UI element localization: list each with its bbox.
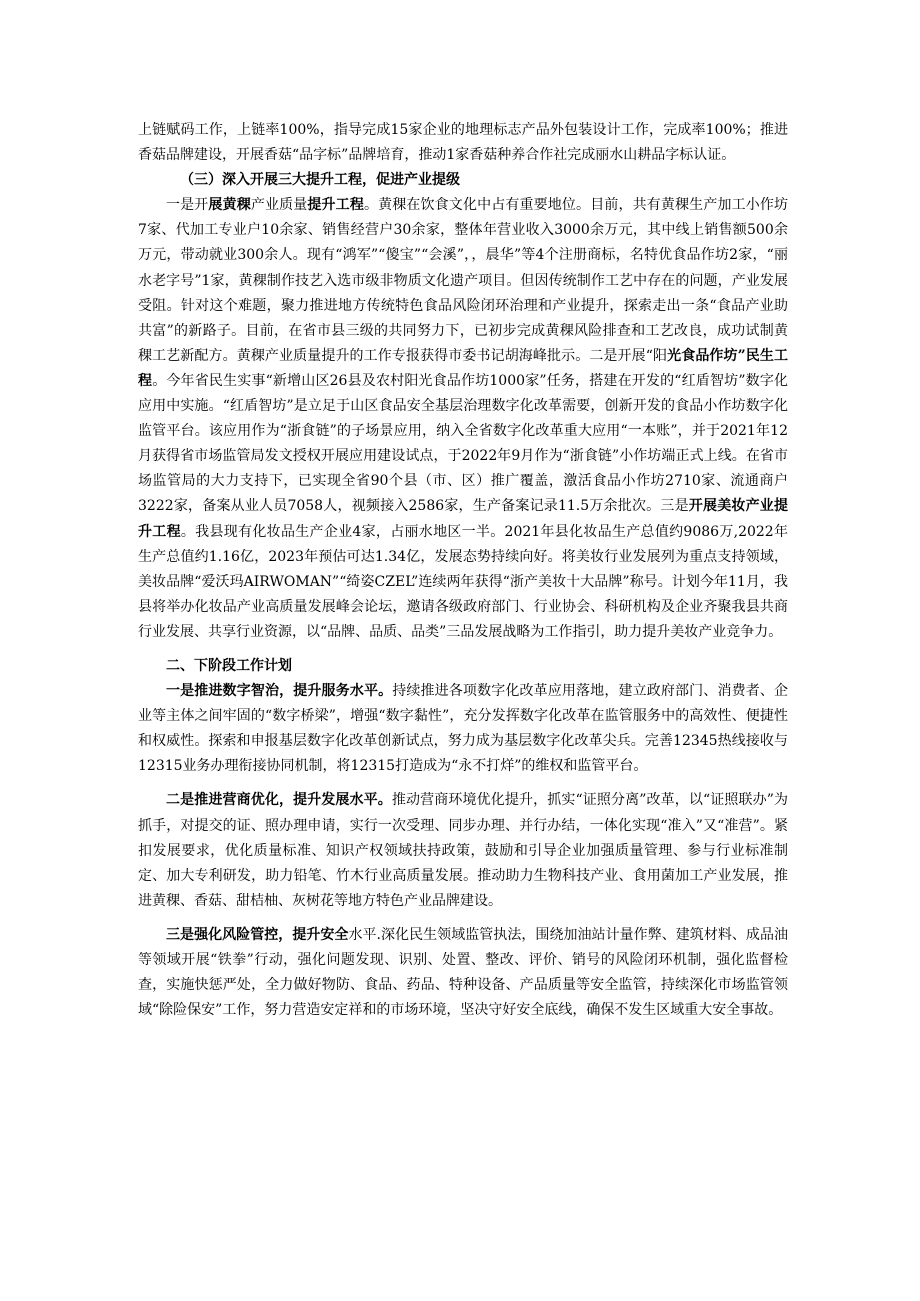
bold-run: 开展美妆产业提升工程 (138, 498, 789, 540)
paragraph-risk-control (138, 923, 788, 1023)
paragraph-digital-governance (138, 679, 788, 779)
bold-run: 一是推进数字智治，提升服务水平。 (166, 683, 393, 700)
bold-run: 展黄稞 (208, 197, 251, 214)
text-run: 水平.深化民生领域监管执法，围绕加油站计量作弊、建筑材料、成品油等领域开展“铁拳”行动，强化问题发现、识别、处置、整改、评价、销号的风险闭环机制，强化监督检查，实施快惩严处，全力做好物防、食品、药品、特种设备、产品质量等安全监管，持续深化市场监管领域“除险保安”工作，努力营造安定祥和的市场环境，坚决守好安全底线，确保不发生区域重大安全事故。 (138, 926, 789, 1019)
text-run: 。黄稞在饮食文化中占有重要地位。目前，共有黄稞生产加工小作坊7家、代加工专业户10余家、销售经营户30余家，整体年营业收入3000余万元，其中线上销售额500余万元，带动就业300余人。现有“鸿军”“傻宝”“会溪”，，晨华”等4个注册商标，名特优食品作坊2家，“丽水老字号”1家，黄稞制作技艺入选市级非物质文化遗产项目。但因传统制作工艺中存在的问题，产业发展受阻。针对这个难题，聚力推进地方传统特色食品风险闭环治理和产业提升，探索走出一条“食品产业助共富”的新路子。目前，在省市县三级的共同努力下，已初步完成黄稞风险排查和工艺改良，成功试制黄稞工艺新配方。黄稞产业质量提升的工作专报获得市委书记胡海峰批示。二是开展“阳 (138, 197, 789, 364)
bold-run: 光食品作坊”民生工程 (138, 347, 788, 389)
text-run: 推动营商环境优化提升，抓实“证照分离”改革，以“证照联办”为抓手，对提交的证、照办理申请，实行一次受理、同步办理、并行办结，一体化实现“准入”又“准营”。紧扣发展要求，优化质量标准、知识产权领域扶持政策，鼓励和引导企业加强质量管理、参与行业标准制定、加大专利研发，助力铅笔、竹木行业高质量发展。推动助力生物科技产业、食用菌加工产业发展，推进黄稞、香菇、甜桔柚、灰树花等地方特色产业品牌建设。 (138, 792, 788, 909)
subsection-heading-three-projects: （三）深入开展三大提升工程，促进产业提级 (180, 172, 460, 189)
bold-run: 提升工程 (307, 197, 364, 214)
paragraph-three-projects (138, 193, 788, 645)
paragraph-brand-certification: 上链赋码工作，上链率100%，指导完成15家企业的地理标志产品外包装设计工作，完成率100%；推进香菇品牌建设，开展香菇“品字标”品牌培育，推动1家香菇种养合作社完成丽水山耕品字标认证。 (138, 122, 788, 164)
document-body (138, 118, 788, 1023)
section-heading-next-plan: 二、下阶段工作计划 (166, 657, 292, 674)
paragraph-business-environment (138, 788, 788, 913)
bold-run: 三是强化风险管控，提升安全 (166, 926, 349, 943)
text-run: 一是开 (166, 197, 209, 214)
text-run: 。我县现有化妆品生产企业4家，占丽水地区一半。2021年县化妆品生产总值约9086万,2022年生产总值约1.16亿，2023年预估可达1.34亿，发展态势持续向好。将美妆行业发展列为重点支持领域，美妆品牌“爱沃玛AIRWOMAN”“绮姿CZEL”连续两年获得“浙产美妆十大品牌”称号。计划今年11月，我县将举办化妆品产业高质量发展峰会论坛，邀请各级政府部门、行业协会、科研机构及企业齐聚我县共商行业发展、共享行业资源，以“品牌、品质、品类”三品发展战略为工作指引，助力提升美妆产业竞争力。 (138, 523, 789, 640)
text-run: 产业质量 (250, 197, 308, 214)
bold-run: 二是推进营商优化，提升发展水平。 (166, 792, 392, 809)
text-run: 。今年省民生实事“新增山区26县及农村阳光食品作坊1000家”任务，搭建在开发的“红盾智坊”数字化应用中实施。“红盾智坊”是立足于山区食品安全基层治理数字化改革需要，创新开发的食品小作坊数字化监管平台。该应用作为“浙食链”的子场景应用，纳入全省数字化改革重大应用“一本账”，并于2021年12月获得省市场监管局发文授权开展应用建设试点，于2022年9月作为“浙食链”小作坊端正式上线。在省市场监管局的大力支持下，已实现全省90个县（市、区）推广覆盖，激活食品小作坊2710家、流通商户3222家，备案从业人员7058人，视频接入2586家，生产备案记录11.5万余批次。三是 (138, 372, 789, 515)
text-run: 持续推进各项数字化改革应用落地，建立政府部门、消费者、企业等主体之间牢固的“数字桥梁”，增强“数字黏性”，充分发挥数字化改革在监管服务中的高效性、便捷性和权威性。探索和申报基层数字化改革创新试点，努力成为基层数字化改革尖兵。完善12345热线接收与12315业务办理衔接协同机制，将12315打造成为“永不打烊”的维权和监管平台。 (138, 683, 789, 775)
